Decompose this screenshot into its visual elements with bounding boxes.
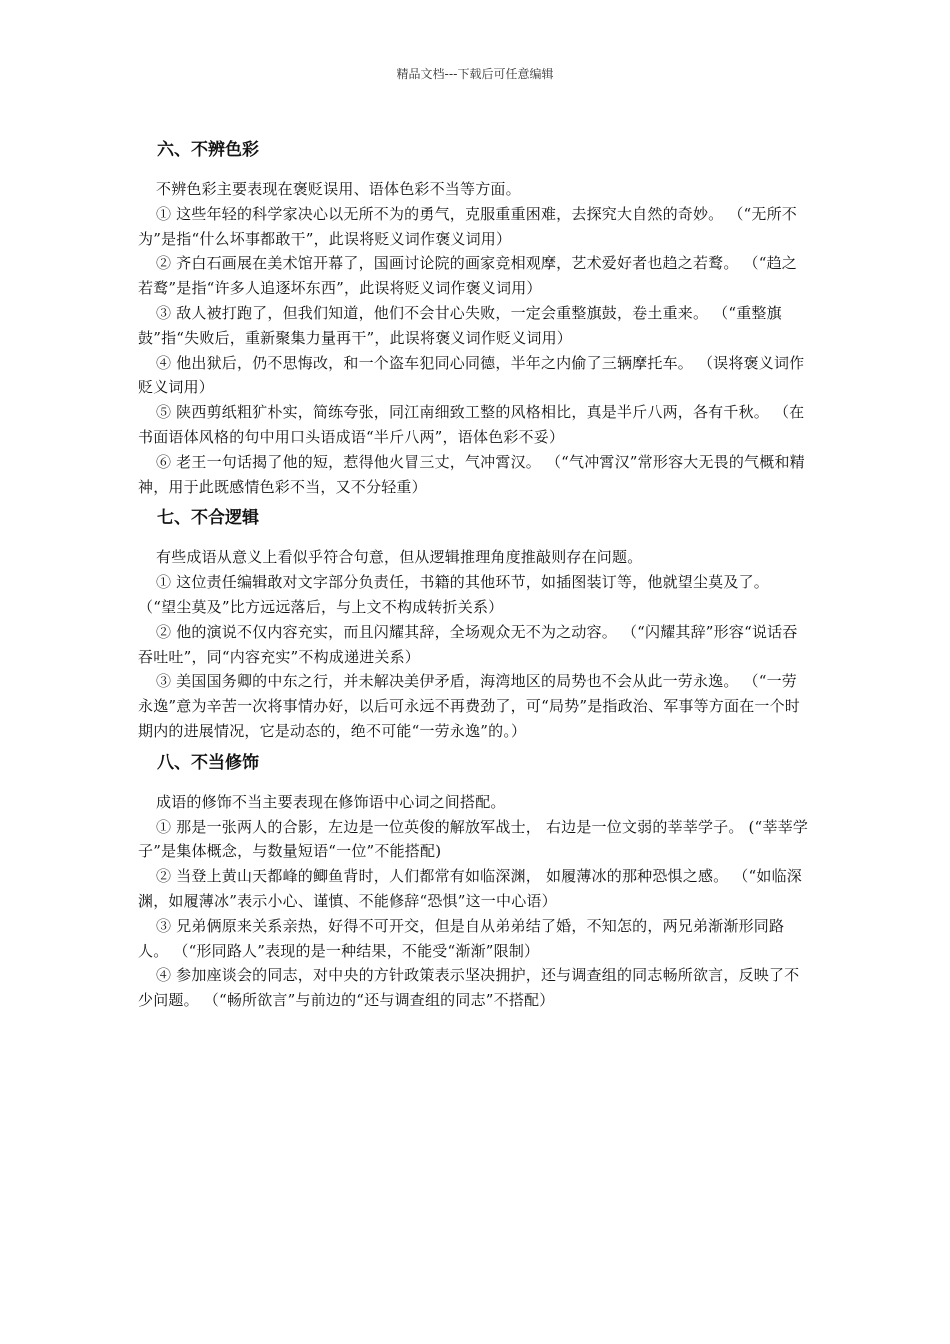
- page-header: 精品文档---下载后可任意编辑: [396, 67, 554, 81]
- section-intro: 不辨色彩主要表现在褒贬误用、语体色彩不当等方面。: [156, 180, 521, 198]
- example-item: ① 那是一张两人的合影，左边是一位英俊的解放军战士， 右边是一位文弱的莘莘学子。 (“莘莘学子”是集体概念，与数量短语“一位”不能搭配): [138, 817, 809, 861]
- section-title: 七、不合逻辑: [157, 508, 259, 529]
- example-item: ① 这位责任编辑敢对文字部分负责任，书籍的其他环节，如插图装订等，他就望尘莫及了。 （“望尘莫及”比方远远落后，与上文不构成转折关系）: [138, 573, 769, 616]
- section-modifier: [138, 746, 812, 1013]
- section-intro: 有些成语从意义上看似乎符合句意，但从逻辑推理角度推敲则存在问题。: [156, 548, 643, 567]
- section-title: 六、不辨色彩: [157, 140, 259, 160]
- example-item: ② 当登上黄山天都峰的鲫鱼背时，人们都常有如临深渊， 如履薄冰的那种恐惧之感。 （“如临深渊，如履薄冰”表示小心、谨慎、不能修辞“恐惧”这一中心语）: [138, 867, 802, 910]
- example-item: ③ 兄弟俩原来关系亲热，好得不可开交，但是自从弟弟结了婚，不知怎的，两兄弟渐渐形同路人。 （“形同路人”表现的是一种结果，不能受“渐渐”限制）: [138, 916, 785, 960]
- example-item: ② 齐白石画展在美术馆开幕了，国画讨论院的画家竞相观摩，艺术爱好者也趋之若鹜。 （“趋之若鹜”是指“许多人追逐坏东西”，此误将贬义词作褒义词用）: [138, 254, 798, 298]
- section-logic: [138, 501, 812, 743]
- example-item: ③ 美国国务卿的中东之行，并未解决美伊矛盾，海湾地区的局势也不会从此一劳永逸。 （“一劳永逸”意为辛苦一次将事情办好，以后可永远不再费劲了，可“局势”是指政治、军事等方面在一个时期内的进展情况，它是动态的，绝不可能“一劳永逸”的。）: [138, 672, 801, 740]
- example-item: ④ 他出狱后，仍不思悔改，和一个盗车犯同心同德，半年之内偷了三辆摩托车。 （误将褒义词作贬义词用）: [138, 353, 805, 397]
- section-color: [138, 133, 812, 499]
- example-item: ③ 敌人被打跑了，但我们知道，他们不会甘心失败，一定会重整旗鼓，卷土重来。 （“重整旗鼓”指“失败后，重新聚集力量再干”，此误将褒义词作贬义词用）: [138, 303, 782, 347]
- example-item: ⑤ 陕西剪纸粗犷朴实，简练夸张，同江南细致工整的风格相比，真是半斤八两，各有千秋。 （在书面语体风格的句中用口头语成语“半斤八两”，语体色彩不妥）: [138, 403, 805, 446]
- example-item: ② 他的演说不仅内容充实，而且闪耀其辞，全场观众无不为之动容。 （“闪耀其辞”形容“说话吞吞吐吐”，同“内容充实”不构成递进关系）: [138, 622, 798, 666]
- example-item: ⑥ 老王一句话揭了他的短，惹得他火冒三丈，气冲霄汉。 （“气冲霄汉”常形容大无畏的气概和精神，用于此既感情色彩不当，又不分轻重）: [138, 452, 805, 496]
- document-body: [138, 133, 812, 1013]
- example-item: ① 这些年轻的科学家决心以无所不为的勇气，克服重重困难，去探究大自然的奇妙。 （“无所不为”是指“什么坏事都敢干”，此误将贬义词作褒义词用）: [138, 204, 798, 248]
- section-title: 八、不当修饰: [157, 752, 259, 773]
- example-item: ④ 参加座谈会的同志，对中央的方针政策表示坚决拥护，还与调查组的同志畅所欲言，反映了不少问题。 （“畅所欲言”与前边的“还与调查组的同志”不搭配）: [138, 966, 800, 1010]
- section-intro: 成语的修饰不当主要表现在修饰语中心词之间搭配。: [156, 792, 506, 811]
